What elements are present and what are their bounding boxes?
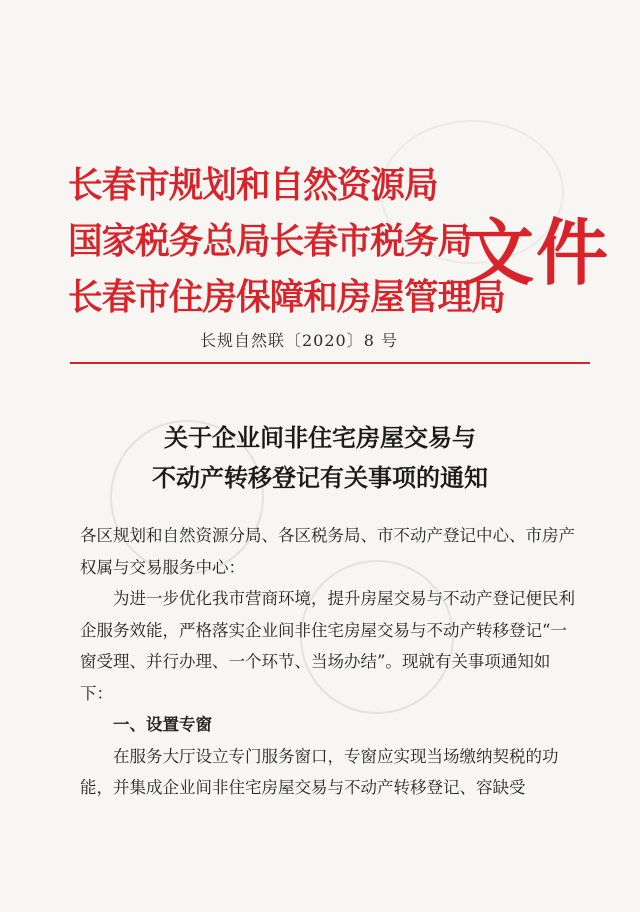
section-heading: 一、设置专窗 xyxy=(113,715,212,734)
intro-paragraph: 为进一步优化我市营商环境，提升房屋交易与不动产登记便民利企服务效能，严格落实企业间非住宅房屋交易与不动产转移登记“一窗受理、并行办理、一个环节、当场办结”。现就有关事项通知如下： xyxy=(80,589,575,703)
issuer-line: 长春市规划和自然资源局 xyxy=(68,165,438,206)
red-divider-line xyxy=(70,362,590,364)
issuer-line: 国家税务总局长春市税务局 xyxy=(68,221,472,262)
document-type-label: 文件 xyxy=(462,211,611,295)
document-number: 长规自然联〔2020〕8 号 xyxy=(200,331,398,350)
issuer-line: 长春市住房保障和房屋管理局 xyxy=(68,277,505,318)
recipients: 各区规划和自然资源分局、各区税务局、市不动产登记中心、市房产权属与交易服务中心： xyxy=(80,526,575,577)
notice-title xyxy=(70,418,570,498)
section-paragraph: 在服务大厅设立专门服务窗口，专窗应实现当场缴纳契税的功能，并集成企业间非住宅房屋交易与不动产转移登记、容缺受 xyxy=(80,746,559,797)
notice-body xyxy=(80,520,580,804)
issuing-authorities xyxy=(68,158,505,326)
title-line: 关于企业间非住宅房屋交易与 xyxy=(164,423,476,452)
title-line: 不动产转移登记有关事项的通知 xyxy=(152,463,488,492)
